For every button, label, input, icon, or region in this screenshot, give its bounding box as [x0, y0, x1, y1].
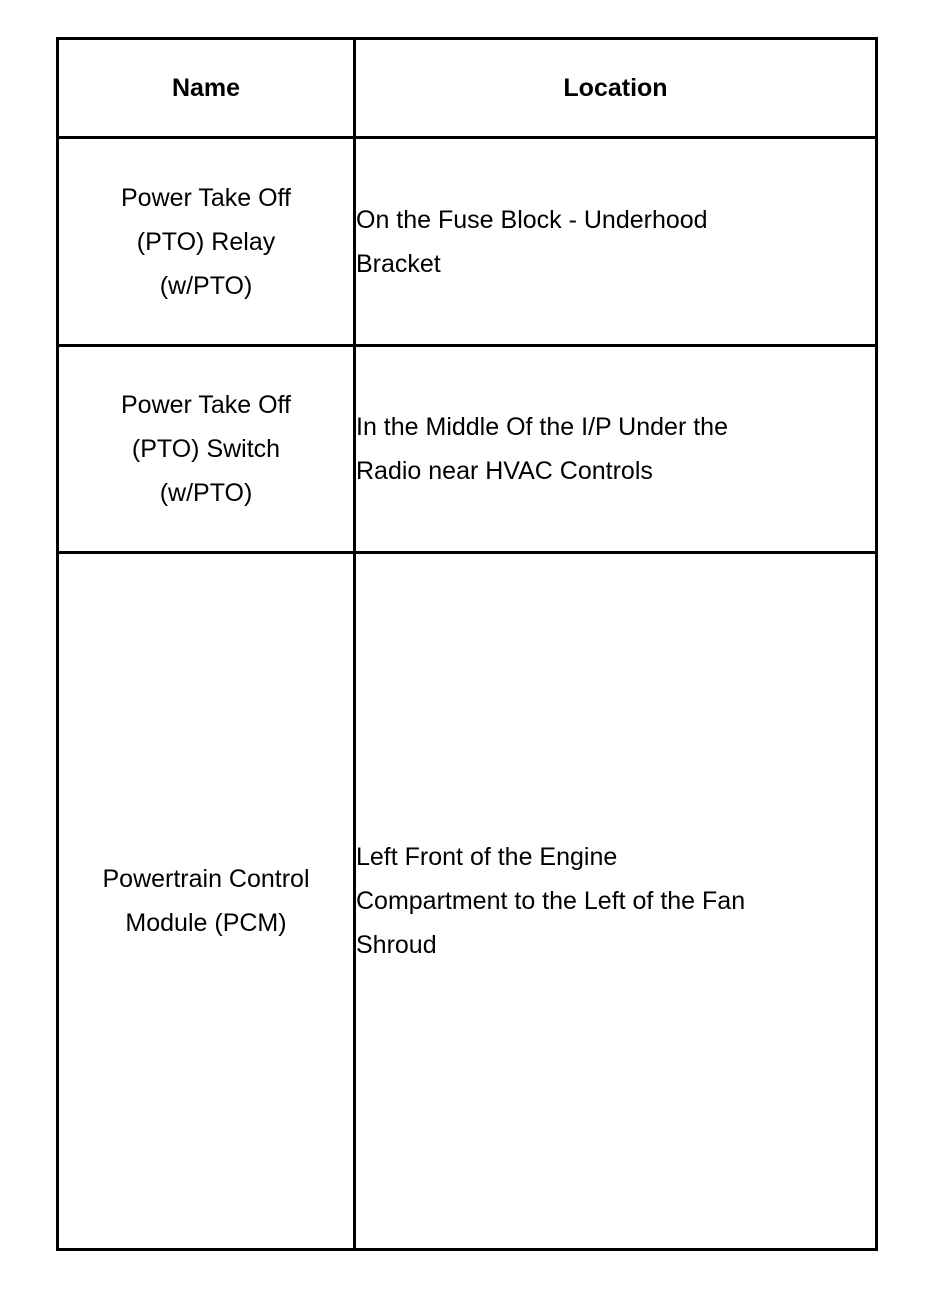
- table-row: [58, 346, 877, 553]
- name-cell: [58, 138, 355, 346]
- location-cell: [355, 553, 877, 1250]
- location-cell: [355, 346, 877, 553]
- name-line: (PTO) Switch: [131, 435, 281, 463]
- table-header-row: [58, 39, 877, 138]
- location-line: Shroud: [356, 931, 437, 959]
- location-line: Bracket: [356, 249, 441, 278]
- header-name: Name: [58, 39, 355, 138]
- name-line: (w/PTO): [159, 479, 253, 507]
- header-location: Location: [355, 39, 877, 138]
- name-line: Module (PCM): [125, 909, 287, 937]
- table-row: [58, 138, 877, 346]
- name-cell: [58, 346, 355, 553]
- location-line: Compartment to the Left of the Fan: [356, 887, 746, 915]
- name-line: Powertrain Control: [102, 865, 310, 893]
- location-cell: [355, 138, 877, 346]
- component-location-table: [56, 37, 878, 1251]
- location-line: Radio near HVAC Controls: [356, 457, 653, 485]
- table-row: [58, 553, 877, 1250]
- name-line: (w/PTO): [159, 271, 253, 300]
- location-line: In the Middle Of the I/P Under the: [356, 413, 728, 441]
- name-line: Power Take Off: [121, 183, 291, 212]
- name-cell: [58, 553, 355, 1250]
- name-line: (PTO) Relay: [136, 227, 276, 256]
- name-line: Power Take Off: [121, 391, 291, 419]
- location-line: Left Front of the Engine: [356, 843, 618, 871]
- location-line: On the Fuse Block - Underhood: [356, 205, 708, 234]
